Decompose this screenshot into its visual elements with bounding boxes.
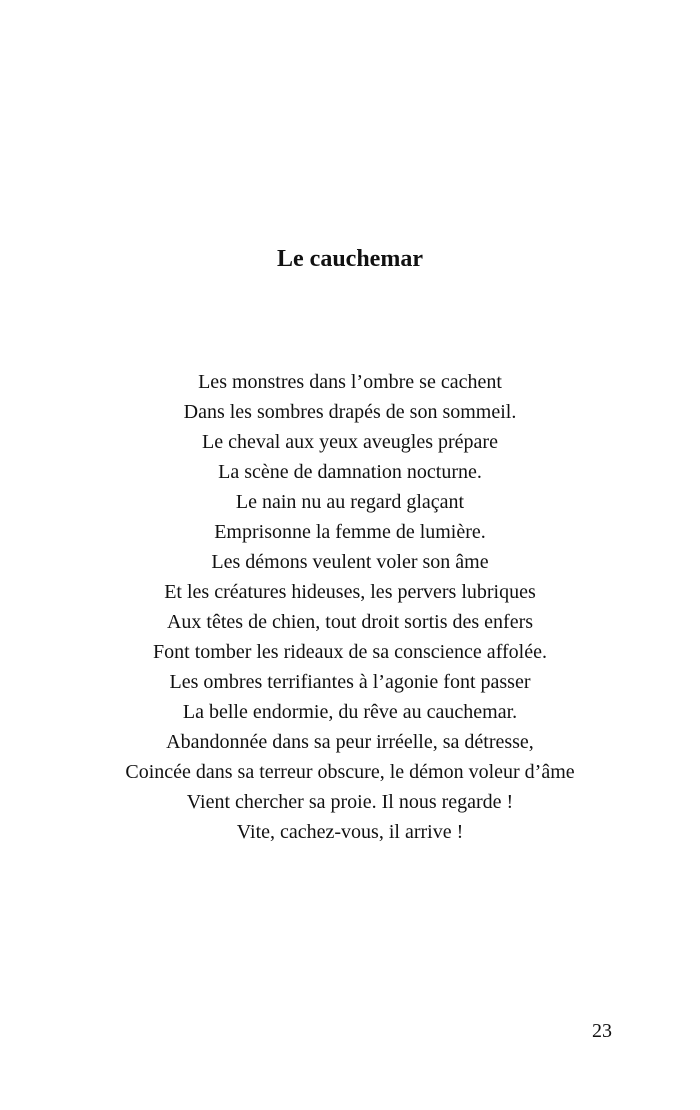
poem-line: Abandonnée dans sa peur irréelle, sa détresse, <box>166 731 534 753</box>
poem-line: Les ombres terrifiantes à l’agonie font passer <box>169 671 531 693</box>
poem-line: Dans les sombres drapés de son sommeil. <box>183 401 517 423</box>
poem-line: La scène de damnation nocturne. <box>218 461 482 483</box>
poem-line: Coincée dans sa terreur obscure, le démon voleur d’âme <box>125 761 575 783</box>
poem-line: Vient chercher sa proie. Il nous regarde ! <box>186 791 514 813</box>
poem-line: Les monstres dans l’ombre se cachent <box>198 371 502 393</box>
poem-line: Emprisonne la femme de lumière. <box>214 521 486 543</box>
poem-line: Font tomber les rideaux de sa conscience affolée. <box>153 641 547 663</box>
page-number: 23 <box>592 1020 612 1042</box>
poem-line: Vite, cachez-vous, il arrive ! <box>236 821 464 843</box>
poem-line: Le nain nu au regard glaçant <box>235 491 465 513</box>
poem-line: La belle endormie, du rêve au cauchemar. <box>182 701 518 723</box>
poem-title: Le cauchemar <box>277 246 423 272</box>
poem-line: Le cheval aux yeux aveugles prépare <box>202 431 498 453</box>
poem-line: Et les créatures hideuses, les pervers lubriques <box>164 581 536 603</box>
poem-body <box>0 367 700 847</box>
poem-line: Aux têtes de chien, tout droit sortis des enfers <box>166 611 534 633</box>
poem-line: Les démons veulent voler son âme <box>211 551 489 573</box>
